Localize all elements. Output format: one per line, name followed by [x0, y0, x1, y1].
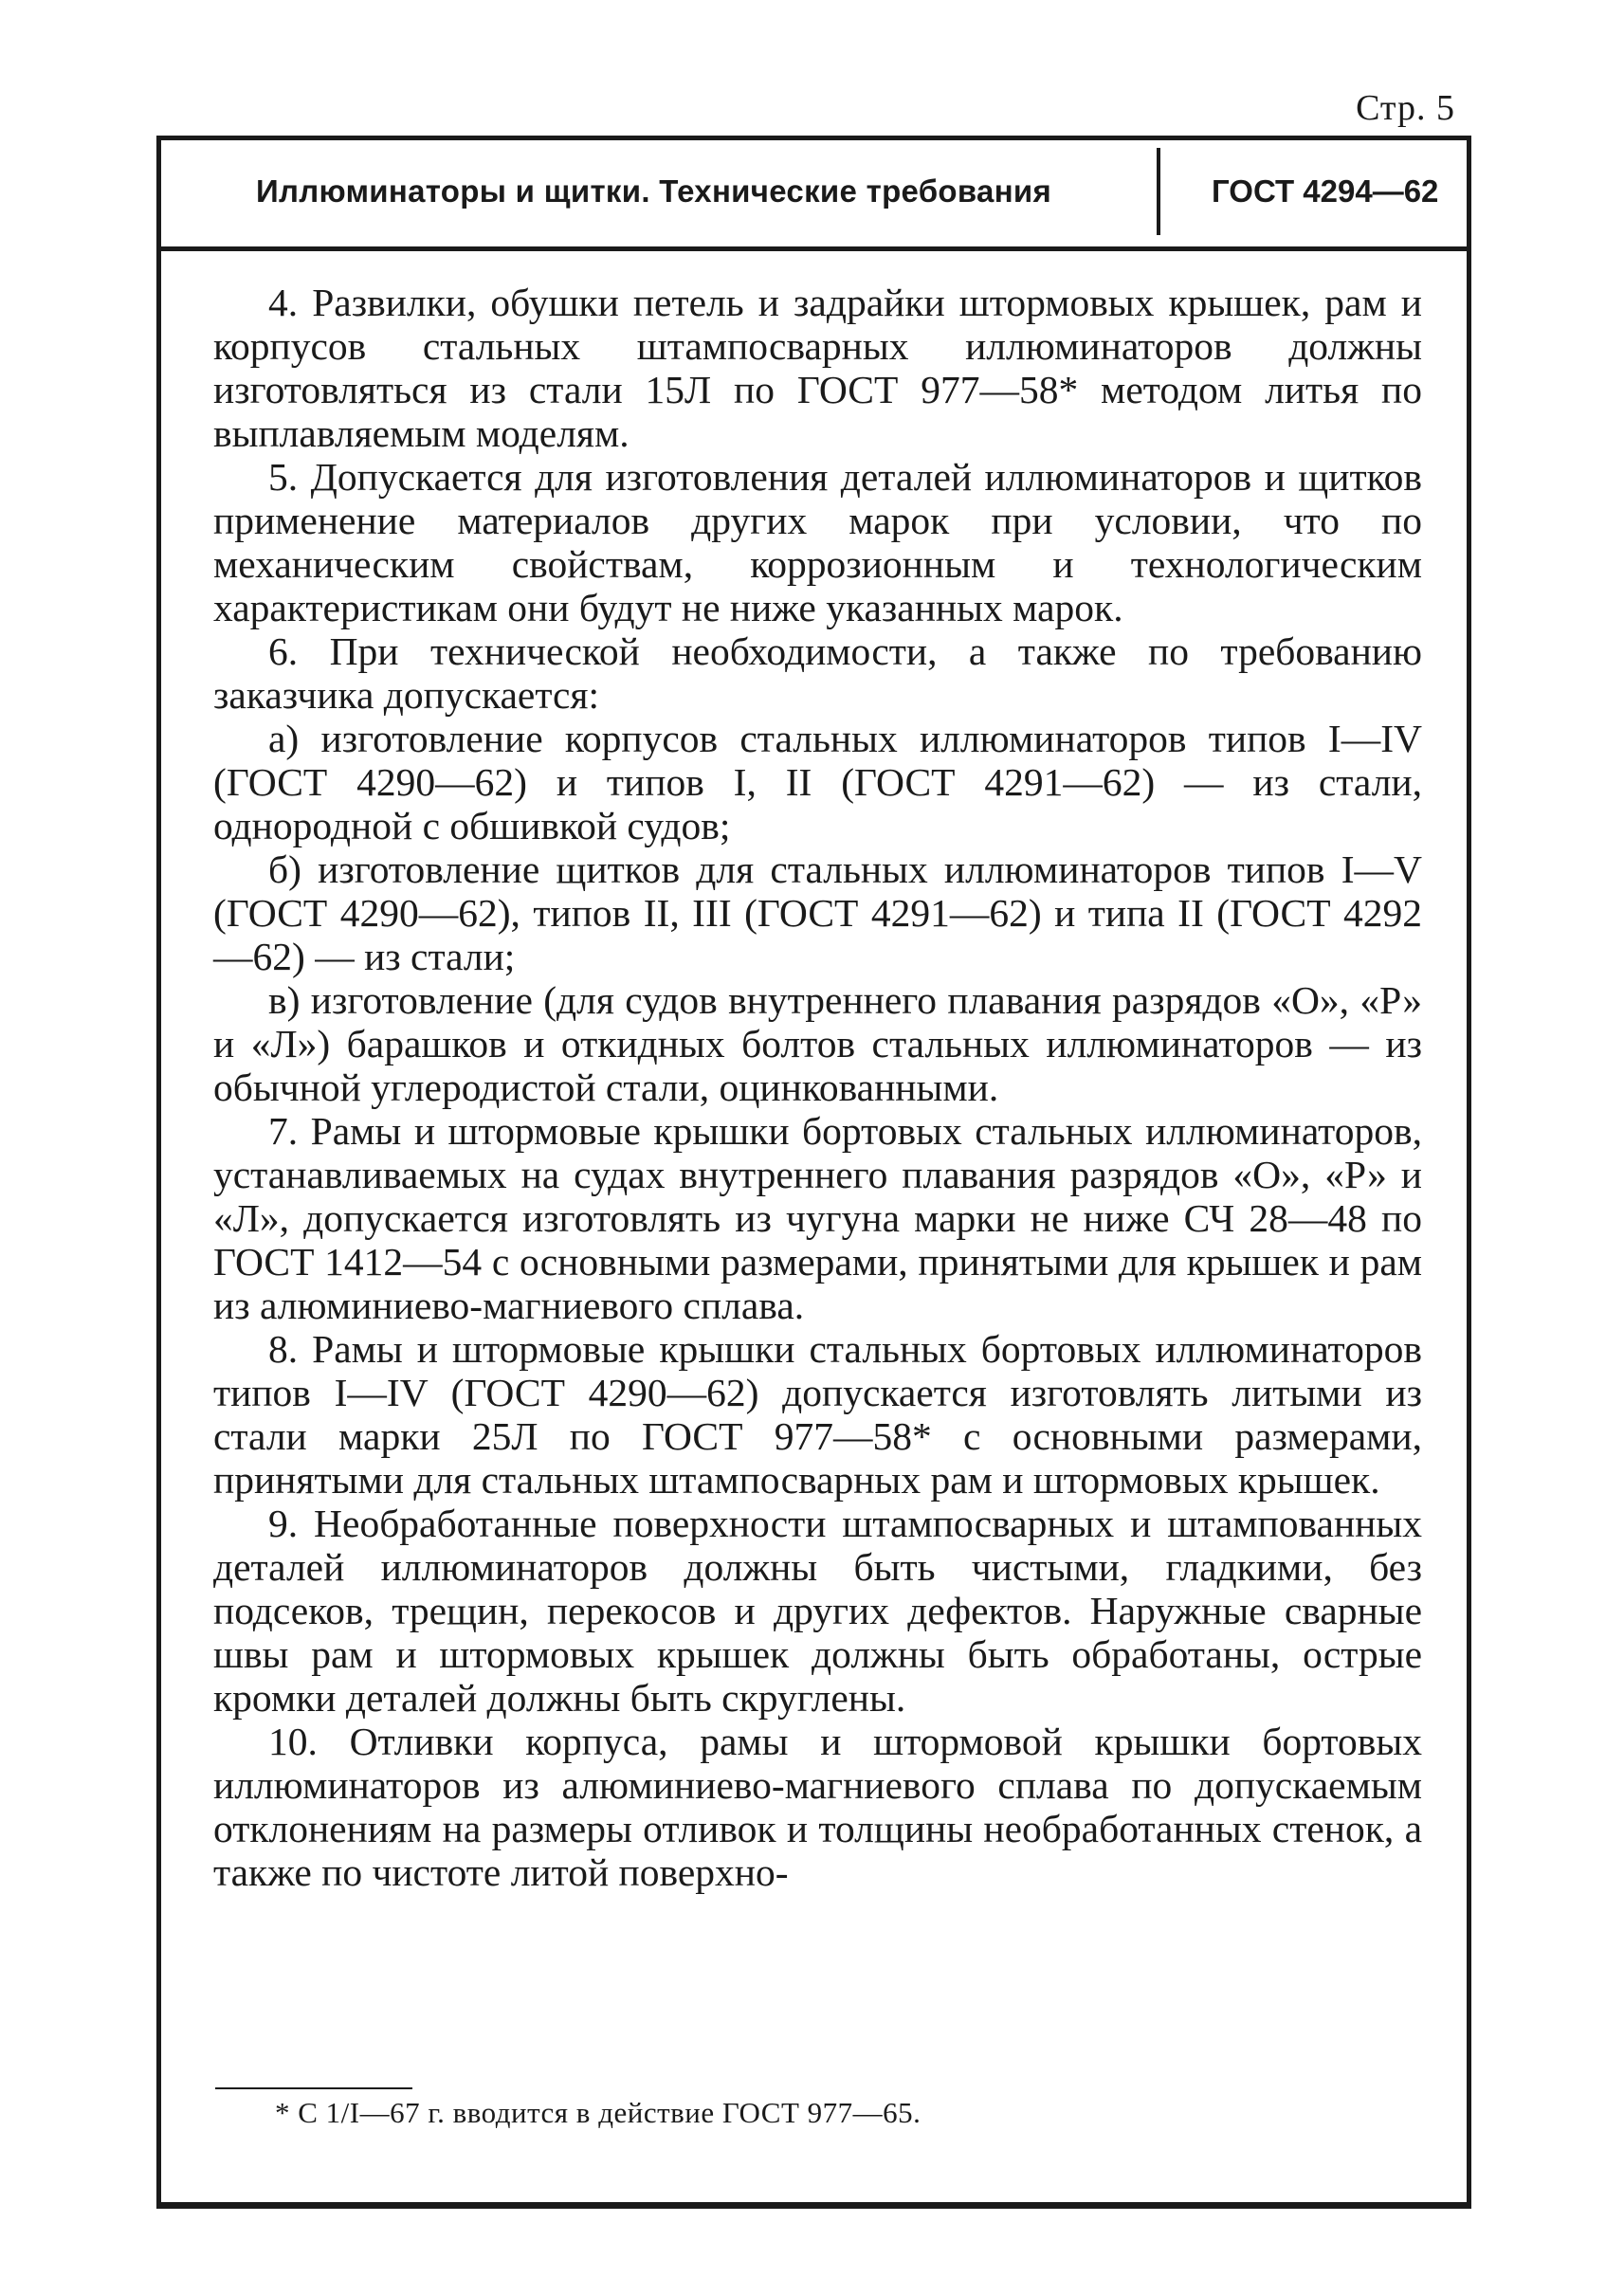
paragraph-10: 10. Отливки корпуса, рамы и штормовой крышки бортовых иллюминаторов из алюминиево-магниевого сплава по допускаемым отклонениям на размеры отливок и толщины необработанных стенок, а также по чистоте литой поверхно-: [213, 1720, 1422, 1894]
paragraph-8: 8. Рамы и штормовые крышки стальных бортовых иллюминаторов типов I—IV (ГОСТ 4290—62) допускается изготовлять литыми из стали марки 25Л по ГОСТ 977—58* с основными размерами, принятыми для стальных штампосварных рам и штормовых крышек.: [213, 1327, 1422, 1502]
paragraph-4: 4. Развилки, обушки петель и задрайки штормовых крышек, рам и корпусов стальных штампосварных иллюминаторов должны изготовляться из стали 15Л по ГОСТ 977—58* методом литья по выплавляемым моделям.: [213, 281, 1422, 455]
standard-code: ГОСТ 4294—62: [1212, 173, 1439, 209]
paragraph-6c: в) изготовление (для судов внутреннего плавания разрядов «О», «Р» и «Л») барашков и откидных болтов стальных иллюминаторов — из обычной углеродистой стали, оцинкованными.: [213, 978, 1422, 1109]
header-title: Иллюминаторы и щитки. Технические требования: [256, 173, 1052, 209]
header-divider: [1157, 148, 1160, 235]
paragraph-5: 5. Допускается для изготовления деталей иллюминаторов и щитков применение материалов других марок при условии, что по механическим свойствам, коррозионным и технологическим характеристикам они будут не ниже указанных марок.: [213, 455, 1422, 629]
paragraph-6a: а) изготовление корпусов стальных иллюминаторов типов I—IV (ГОСТ 4290—62) и типов I, II (ГОСТ 4291—62) — из стали, однородной с обшивкой судов;: [213, 717, 1422, 847]
page-frame: [156, 136, 1471, 2209]
paragraph-6b: б) изготовление щитков для стальных иллюминаторов типов I—V (ГОСТ 4290—62), типов II, III (ГОСТ 4291—62) и типа II (ГОСТ 4292—62) — из стали;: [213, 847, 1422, 978]
paragraph-6: 6. При технической необходимости, а также по требованию заказчика допускается:: [213, 629, 1422, 717]
page-number: Стр. 5: [1356, 88, 1455, 128]
body-text: [213, 281, 1422, 1894]
paragraph-9: 9. Необработанные поверхности штампосварных и штампованных деталей иллюминаторов должны быть чистыми, гладкими, без подсеков, трещин, перекосов и других дефектов. Наружные сварные швы рам и штормовых крышек должны быть обработаны, острые кромки деталей должны быть скруглены.: [213, 1502, 1422, 1720]
footnote: * С 1/I—67 г. вводится в действие ГОСТ 977—65.: [275, 2096, 921, 2129]
header: [161, 140, 1467, 251]
footnote-rule: [215, 2087, 412, 2089]
paragraph-7: 7. Рамы и штормовые крышки бортовых стальных иллюминаторов, устанавливаемых на судах внутреннего плавания разрядов «О», «Р» и «Л», допускается изготовлять из чугуна марки не ниже СЧ 28—48 по ГОСТ 1412—54 с основными размерами, принятыми для крышек и рам из алюминиево-магниевого сплава.: [213, 1109, 1422, 1327]
